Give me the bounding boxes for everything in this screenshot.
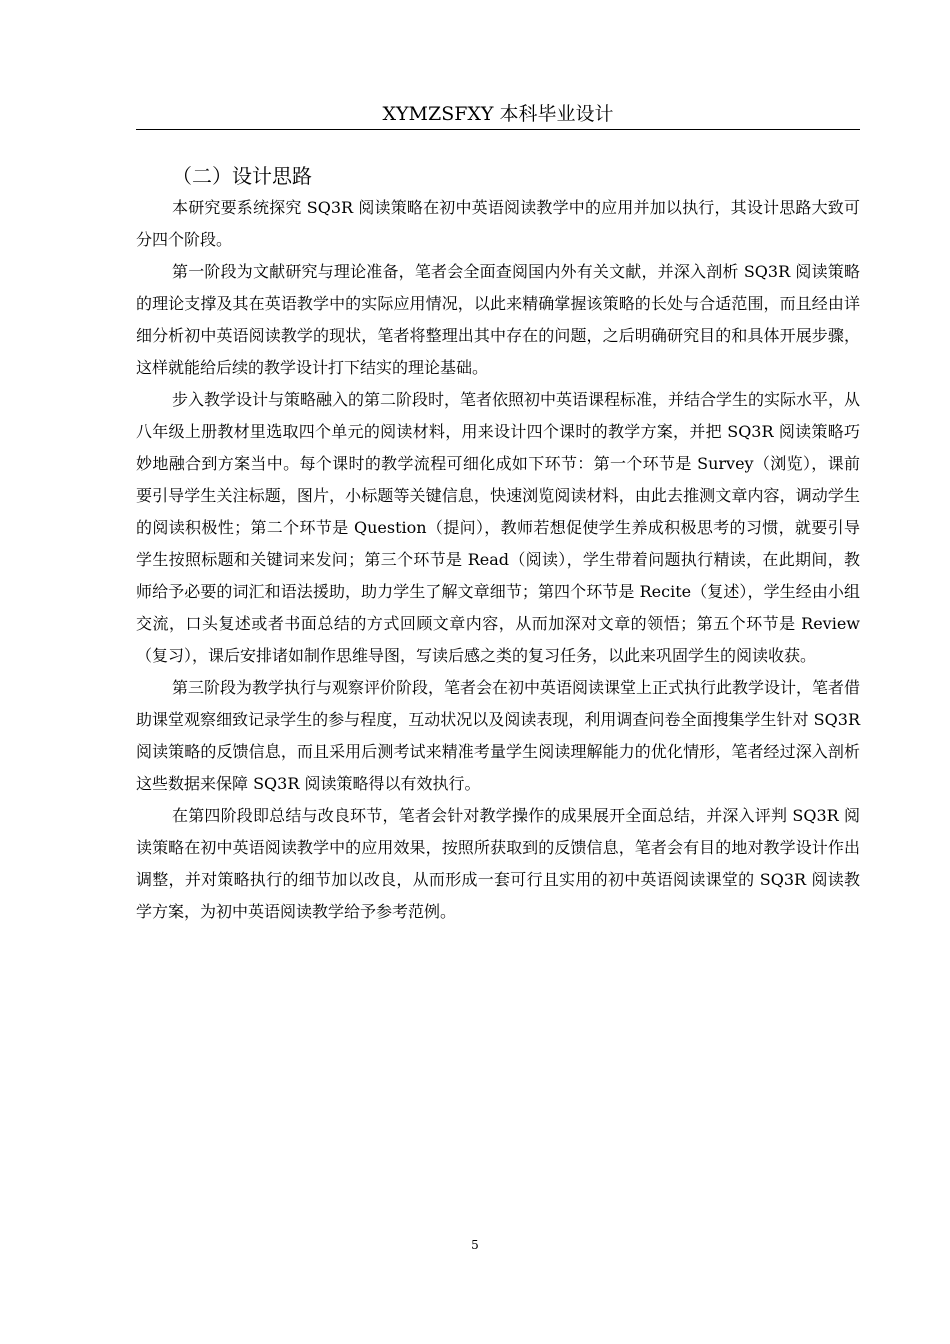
paragraph-phase-one: 第一阶段为文献研究与理论准备，笔者会全面查阅国内外有关文献，并深入剖析 SQ3R 阅读策略的理论支撑及其在英语教学中的实际应用情况，以此来精确掌握该策略的长处与合适范围，而且经由详细分析初中英语阅读教学的现状，笔者将整理出其中存在的问题，之后明确研究目的和具体开展步骤，这样就能给后续的教学设计打下结实的理论基础。	[136, 262, 860, 377]
paragraph-phase-three: 第三阶段为教学执行与观察评价阶段，笔者会在初中英语阅读课堂上正式执行此教学设计，笔者借助课堂观察细致记录学生的参与程度，互动状况以及阅读表现，利用调查问卷全面搜集学生针对 SQ3R 阅读策略的反馈信息，而且采用后测考试来精准考量学生阅读理解能力的优化情形，笔者经过深入剖析这些数据来保障 SQ3R 阅读策略得以有效执行。	[136, 678, 861, 793]
header-rule	[136, 129, 860, 130]
page-header: XYMZSFXY 本科毕业设计	[382, 103, 614, 125]
paragraph-phase-four: 在第四阶段即总结与改良环节，笔者会针对教学操作的成果展开全面总结，并深入评判 SQ3R 阅读策略在初中英语阅读教学中的应用效果，按照所获取到的反馈信息，笔者会有目的地对教学设计作出调整，并对策略执行的细节加以改良，从而形成一套可行且实用的初中英语阅读课堂的 SQ3R 阅读教学方案，为初中英语阅读教学给予参考范例。	[136, 806, 860, 921]
page-number: 5	[471, 1238, 479, 1252]
section-body	[136, 192, 860, 928]
paragraph-phase-two: 步入教学设计与策略融入的第二阶段时，笔者依照初中英语课程标准，并结合学生的实际水平，从八年级上册教材里选取四个单元的阅读材料，用来设计四个课时的教学方案，并把 SQ3R 阅读策略巧妙地融合到方案当中。每个课时的教学流程可细化成如下环节：第一个环节是 Survey（浏览），课前要引导学生关注标题，图片，小标题等关键信息，快速浏览阅读材料，由此去推测文章内容，调动学生的阅读积极性；第二个环节是 Question（提问），教师若想促使学生养成积极思考的习惯，就要引导学生按照标题和关键词来发问；第三个环节是 Read（阅读），学生带着问题执行精读，在此期间，教师给予必要的词汇和语法援助，助力学生了解文章细节；第四个环节是 Recite（复述），学生经由小组交流，口头复述或者书面总结的方式回顾文章内容，从而加深对文章的领悟；第五个环节是 Review（复习），课后安排诸如制作思维导图，写读后感之类的复习任务，以此来巩固学生的阅读收获。	[136, 390, 861, 665]
section-title: （二）设计思路	[172, 164, 312, 188]
paragraph-intro: 本研究要系统探究 SQ3R 阅读策略在初中英语阅读教学中的应用并加以执行，其设计思路大致可分四个阶段。	[136, 198, 860, 249]
